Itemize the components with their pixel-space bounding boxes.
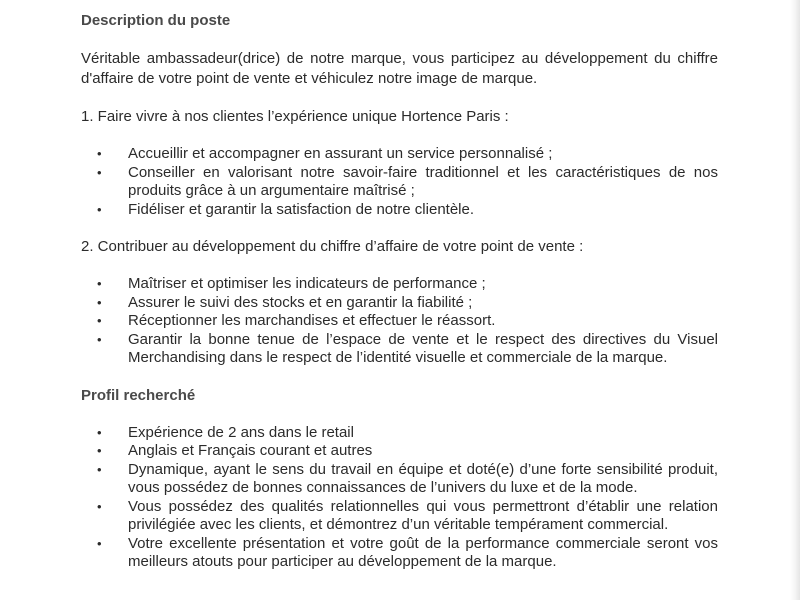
list-item: • Expérience de 2 ans dans le retail [97, 423, 354, 441]
page-edge-shadow [790, 0, 800, 600]
bullet-icon: • [97, 535, 102, 551]
bullet-icon: • [97, 331, 102, 347]
bullet-icon: • [97, 313, 102, 328]
bullet-icon: • [97, 146, 102, 161]
list-item: • Conseiller en valorisant notre savoir-faire traditionnel et les caractéristiques de nos produits grâce à un argumentaire maîtrisé ; [97, 163, 718, 199]
bullet-icon: • [97, 443, 102, 458]
document-content [81, 11, 718, 572]
list-item: • Assurer le suivi des stocks et en garantir la fiabilité ; [97, 293, 473, 311]
list-item: • Garantir la bonne tenue de l’espace de vente et le respect des directives du Visuel Merchandising dans le respect de l’identité visuelle et commerciale de la marque. [97, 330, 718, 366]
list-item: • Dynamique, ayant le sens du travail en équipe et doté(e) d’une forte sensibilité produit, vous possédez de bonnes connaissances de l’univers du luxe et de la mode. [97, 460, 718, 496]
bullet-icon: • [97, 294, 102, 310]
section-1-list [81, 145, 718, 219]
bullet-icon: • [97, 201, 102, 217]
list-item: • Vous possédez des qualités relationnelles qui vous permettront d’établir une relation privilégiée avec les clients, et démontrez d’un véritable tempérament commercial. [97, 497, 718, 533]
profile-heading: Profil recherché [81, 386, 196, 404]
bullet-icon: • [97, 164, 102, 180]
description-heading: Description du poste [81, 12, 231, 29]
list-item: • Anglais et Français courant et autres [97, 442, 373, 459]
section-2-title: 2. Contribuer au développement du chiffre d’affaire de votre point de vente : [81, 238, 584, 255]
profile-list [81, 424, 718, 572]
bullet-icon: • [97, 498, 102, 514]
section-1-title: 1. Faire vivre à nos clientes l’expérience unique Hortence Paris : [81, 108, 509, 125]
list-item: • Accueillir et accompagner en assurant un service personnalisé ; [97, 145, 553, 162]
bullet-icon: • [97, 276, 102, 291]
bullet-icon: • [97, 461, 102, 477]
list-item: • Votre excellente présentation et votre goût de la performance commerciale seront vos meilleurs atouts pour participer au développement de la marque. [97, 534, 718, 570]
list-item: • Réceptionner les marchandises et effectuer le réassort. [97, 312, 496, 329]
list-item: • Maîtriser et optimiser les indicateurs de performance ; [97, 275, 486, 292]
section-2-list [81, 275, 718, 368]
description-intro: Véritable ambassadeur(drice) de notre marque, vous participez au développement du chiffre d'affaire de votre point de vente et véhiculez notre image de marque. [81, 50, 718, 87]
bullet-icon: • [97, 424, 102, 440]
list-item: • Fidéliser et garantir la satisfaction de notre clientèle. [97, 200, 475, 218]
